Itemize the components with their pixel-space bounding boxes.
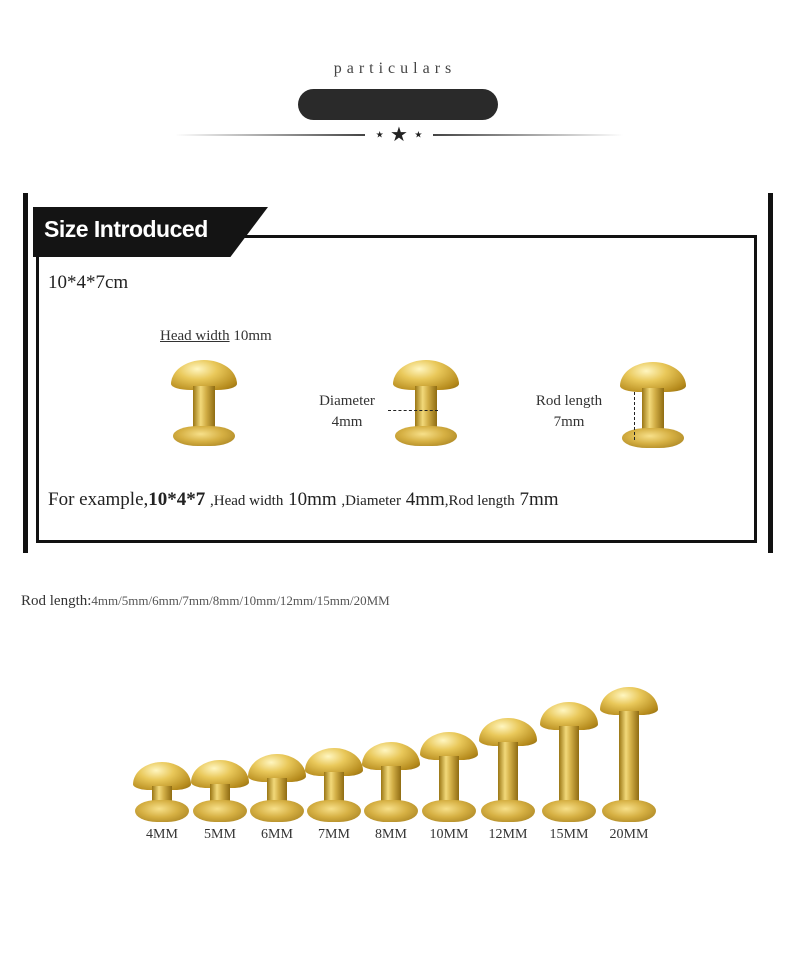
rivet-4mm-image [133, 762, 191, 822]
rivet-size-label: 5MM [204, 827, 236, 842]
size-tag-label: Size Introduced [44, 216, 208, 242]
example-code: 10*4*7 [148, 489, 206, 510]
rivet-12mm-image [479, 718, 537, 822]
example-head-value: 10mm [288, 489, 337, 510]
rivet-size-label: 15MM [549, 827, 589, 842]
rivet-size-label: 6MM [261, 827, 293, 842]
rivet-head-width-image [171, 360, 237, 446]
star-divider-icon: ★ ★ ★ [375, 122, 423, 146]
rivet-20mm-image [600, 687, 658, 822]
rivet-size-label: 4MM [146, 827, 178, 842]
rod-length-options-values: 4mm/5mm/6mm/7mm/8mm/10mm/12mm/15mm/20MM [91, 593, 390, 608]
rivet-diameter-image [393, 360, 459, 446]
rod-length-options-label: Rod length: [21, 593, 92, 609]
rivet-15mm-image [540, 702, 598, 822]
diameter-label [310, 391, 384, 433]
example-rod-label: ,Rod length [444, 493, 515, 509]
rod-length-options [21, 593, 390, 610]
rod-length-indicator [634, 392, 635, 440]
rivet-size-label: 20MM [609, 827, 649, 842]
rivet-size-label: 7MM [318, 827, 350, 842]
example-prefix: For example, [48, 489, 149, 510]
section-title: particulars [333, 60, 457, 77]
rivet-size-label: 8MM [375, 827, 407, 842]
diameter-value: 4mm [331, 414, 363, 430]
rivet-size-label: 10MM [429, 827, 469, 842]
panel-bar-left [23, 193, 28, 553]
rivet-size-label: 12MM [488, 827, 528, 842]
head-width-word: Head width [160, 328, 230, 344]
divider-left [175, 134, 365, 136]
title-pill-decoration [298, 89, 498, 120]
rivet-8mm-image [362, 742, 420, 822]
rivet-7mm-image [305, 748, 363, 822]
diameter-indicator [388, 410, 438, 411]
product-dimensions: 10*4*7cm [48, 272, 129, 293]
head-width-value: 10mm [233, 328, 272, 344]
rivet-10mm-image [420, 732, 478, 822]
example-description [48, 489, 559, 511]
rivet-6mm-image [248, 754, 306, 822]
rod-length-label [525, 391, 613, 433]
example-diameter-label: ,Diameter [341, 493, 401, 509]
panel-bar-right [768, 193, 773, 553]
diameter-word: Diameter [319, 393, 375, 409]
rivet-5mm-image [191, 760, 249, 822]
example-diameter-value: 4mm [405, 489, 445, 510]
rivet-rod-length-image [620, 362, 686, 448]
example-head-label: ,Head width [210, 493, 284, 509]
rod-length-word: Rod length [535, 393, 603, 409]
rod-length-value: 7mm [553, 414, 585, 430]
divider-right [433, 134, 623, 136]
head-width-label [160, 326, 272, 347]
example-rod-value: 7mm [519, 489, 559, 510]
